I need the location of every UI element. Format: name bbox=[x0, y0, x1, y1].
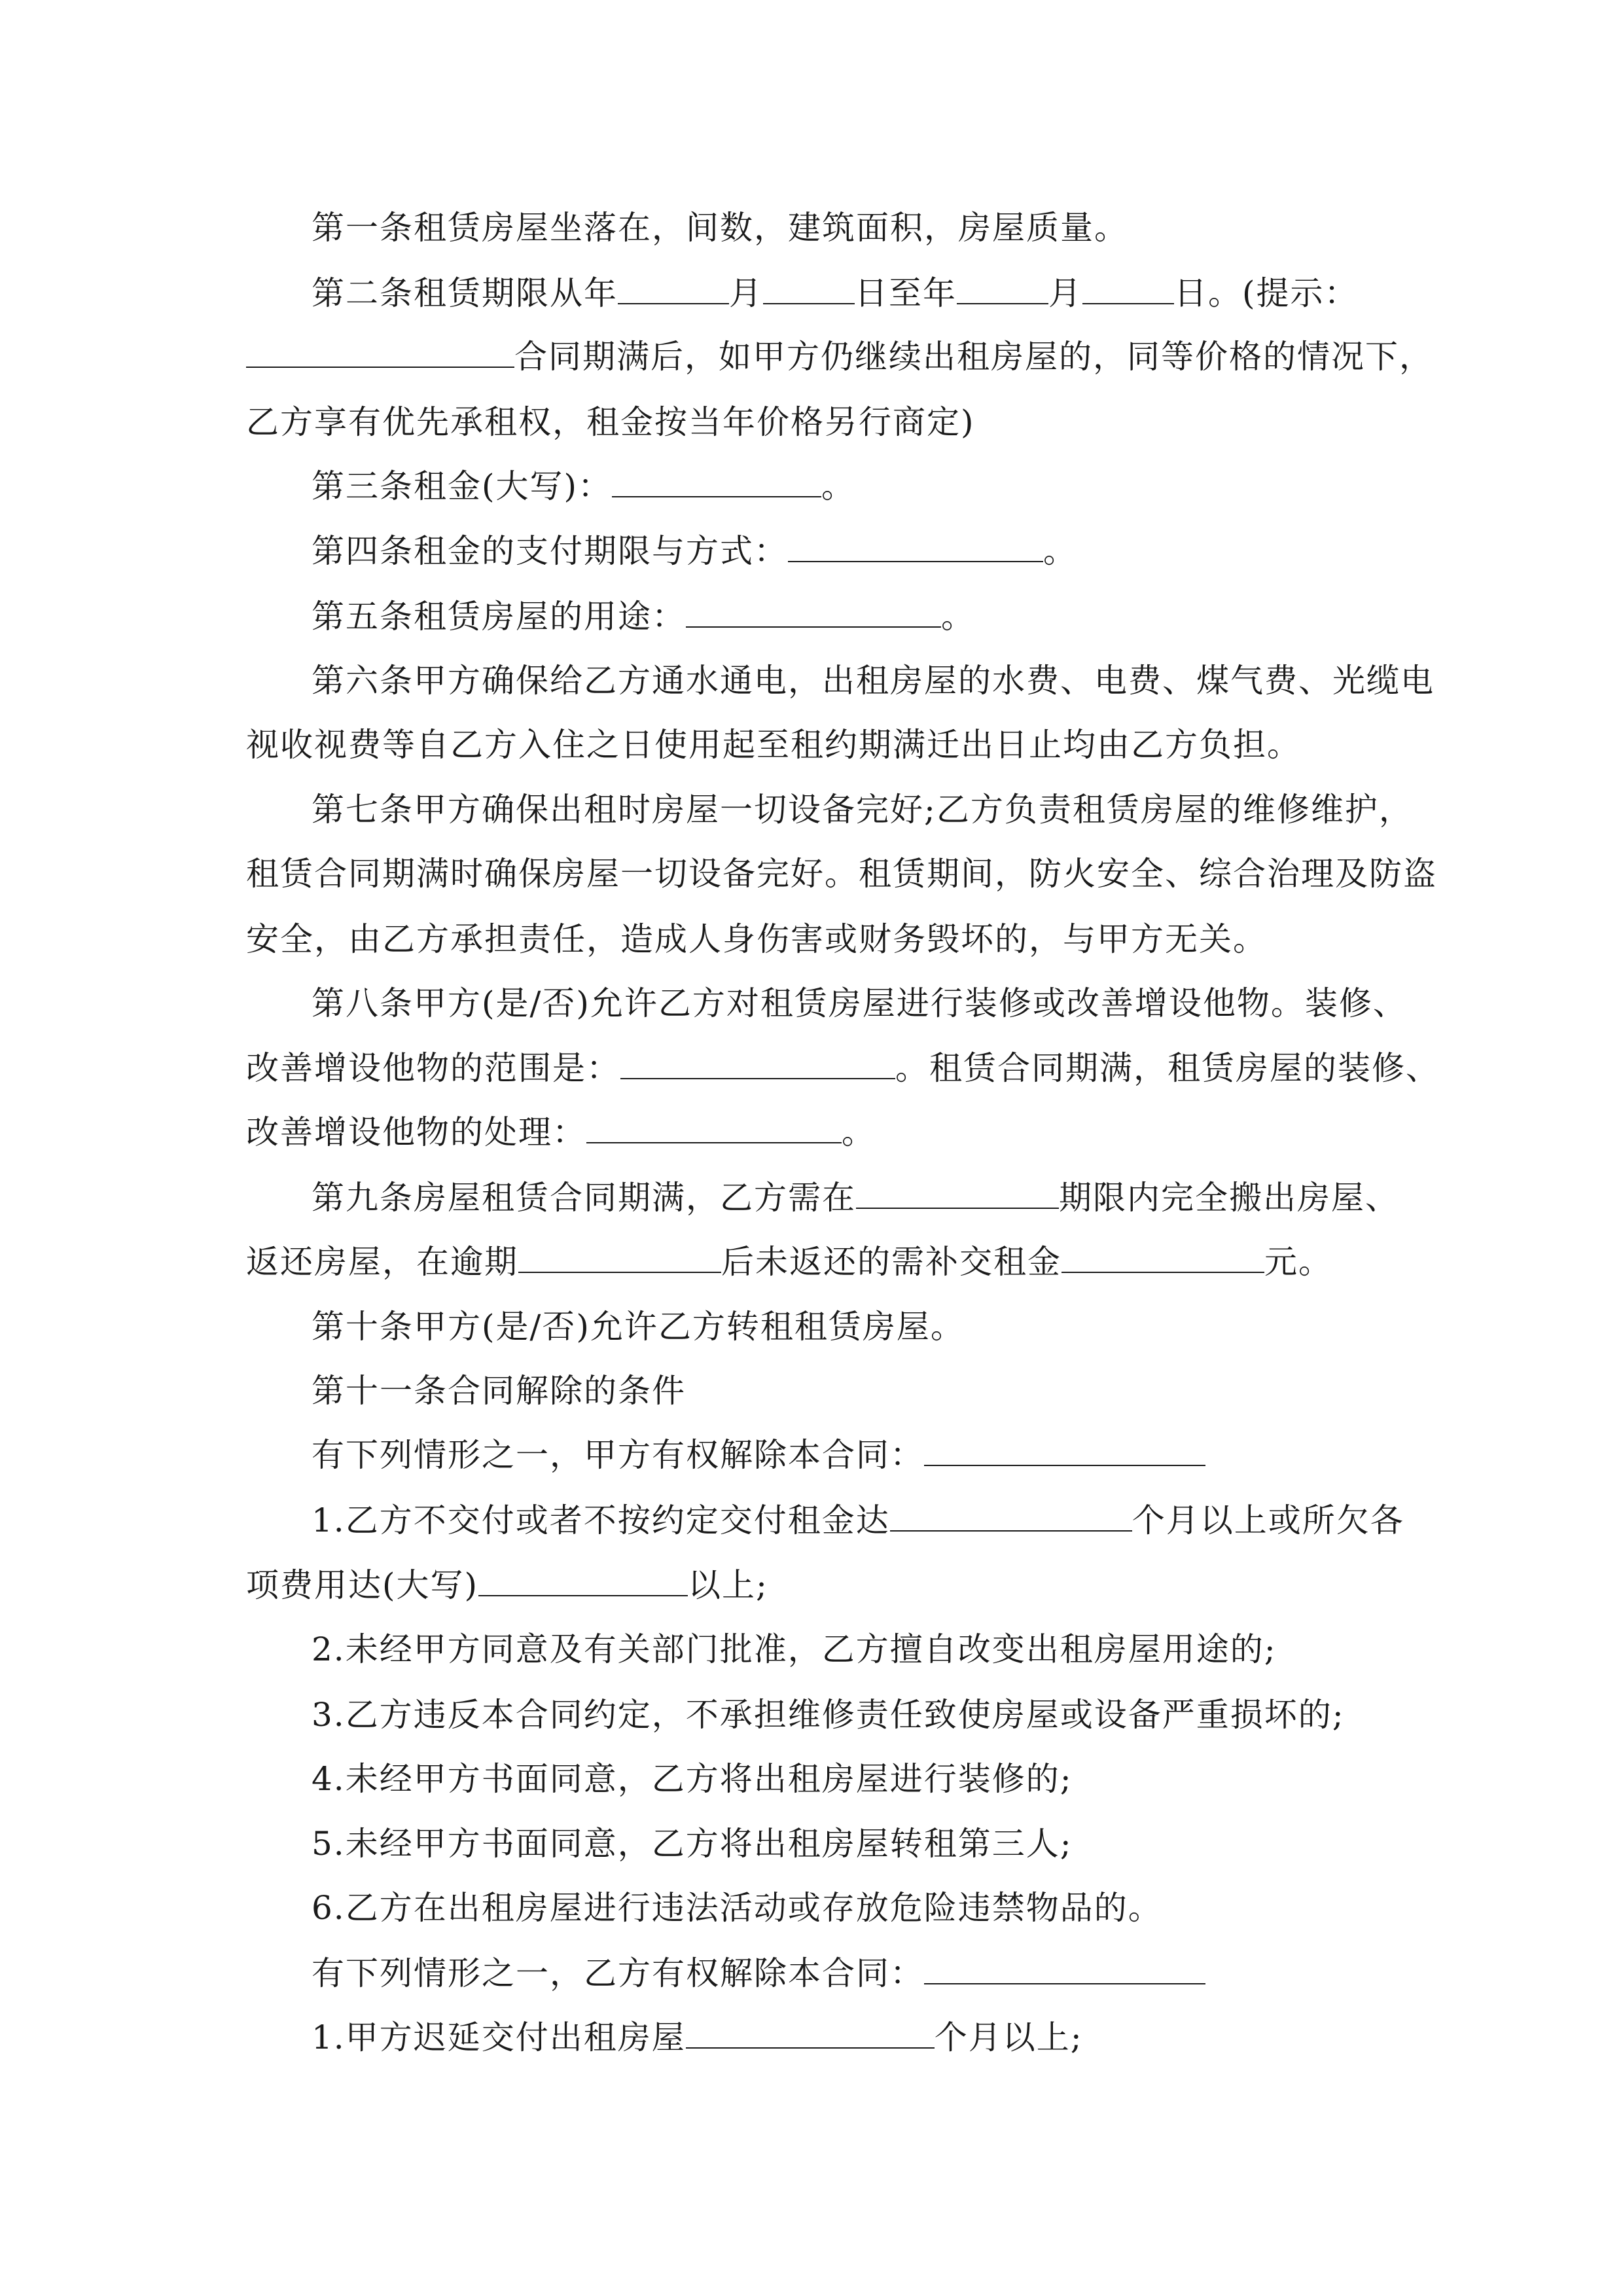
blank-hint[interactable] bbox=[246, 338, 514, 368]
blank-arrears-amount[interactable] bbox=[478, 1566, 688, 1596]
clause-8-line-3: 改善增设他物的处理： 。 bbox=[246, 1113, 876, 1151]
landlord-term-5: 5.未经甲方书面同意，乙方将出租房屋转租第三人; bbox=[312, 1825, 1073, 1863]
blank-start-day[interactable] bbox=[763, 274, 855, 304]
clause-6-line-1: 第六条甲方确保给乙方通水通电，出租房屋的水费、电费、煤气费、光缆电 bbox=[312, 662, 1435, 700]
blank-usage[interactable] bbox=[686, 598, 941, 628]
clause-8-line-1: 第八条甲方(是/否)允许乙方对租赁房屋进行装修或改善增设他物。装修、 bbox=[312, 984, 1407, 1022]
blank-delivery-delay-months[interactable] bbox=[686, 2018, 935, 2049]
clause-9-line-2: 返还房屋，在逾期 后未返还的需补交租金 元。 bbox=[246, 1243, 1332, 1281]
clause-1: 第一条租赁房屋坐落在，间数，建筑面积，房屋质量。 bbox=[312, 209, 1128, 247]
clause-9-line-1: 第九条房屋租赁合同期满，乙方需在 期限内完全搬出房屋、 bbox=[312, 1179, 1399, 1217]
clause-4: 第四条租金的支付期限与方式： 。 bbox=[312, 532, 1077, 570]
blank-tenant-terms[interactable] bbox=[924, 1954, 1205, 1984]
clause-2-line-1: 第二条租赁期限从年 月 日至年 月 日。(提示： bbox=[312, 274, 1359, 312]
landlord-term-1-line-2: 项费用达(大写) 以上; bbox=[246, 1566, 768, 1604]
blank-overdue-rent[interactable] bbox=[1061, 1243, 1264, 1273]
tenant-term-1: 1.甲方迟延交付出租房屋 个月以上; bbox=[312, 2018, 1083, 2056]
clause-7-line-2: 租赁合同期满时确保房屋一切设备完好。租赁期间，防火安全、综合治理及防盗 bbox=[246, 855, 1437, 893]
blank-renovation-handling[interactable] bbox=[586, 1113, 842, 1143]
blank-landlord-terms[interactable] bbox=[924, 1436, 1205, 1466]
blank-renovation-scope[interactable] bbox=[620, 1049, 895, 1079]
clause-2-line-2: 合同期满后，如甲方仍继续出租房屋的，同等价格的情况下， bbox=[246, 337, 1433, 376]
blank-end-day[interactable] bbox=[1082, 274, 1174, 304]
clause-7-line-3: 安全，由乙方承担责任，造成人身伤害或财务毁坏的，与甲方无关。 bbox=[246, 920, 1267, 958]
clause-6-line-2: 视收视费等自乙方入住之日使用起至租约期满迁出日止均由乙方负担。 bbox=[246, 726, 1301, 764]
blank-payment-method[interactable] bbox=[788, 532, 1043, 562]
clause-10: 第十条甲方(是/否)允许乙方转租租赁房屋。 bbox=[312, 1308, 965, 1346]
blank-overdue-period[interactable] bbox=[518, 1243, 721, 1273]
landlord-term-1-line-1: 1.乙方不交付或者不按约定交付租金达 个月以上或所欠各 bbox=[312, 1501, 1404, 1539]
landlord-terms-intro: 有下列情形之一，甲方有权解除本合同： bbox=[312, 1435, 1205, 1475]
blank-end-month[interactable] bbox=[957, 274, 1048, 304]
blank-year-start-month[interactable] bbox=[618, 274, 729, 304]
landlord-term-2: 2.未经甲方同意及有关部门批准，乙方擅自改变出租房屋用途的; bbox=[312, 1630, 1277, 1668]
clause-3: 第三条租金(大写)： 。 bbox=[312, 467, 856, 505]
landlord-term-4: 4.未经甲方书面同意，乙方将出租房屋进行装修的; bbox=[312, 1760, 1073, 1798]
blank-rent-amount[interactable] bbox=[612, 467, 821, 497]
clause-8-line-2: 改善增设他物的范围是： 。租赁合同期满，租赁房屋的装修、 bbox=[246, 1049, 1440, 1087]
tenant-terms-intro: 有下列情形之一，乙方有权解除本合同： bbox=[312, 1954, 1205, 1993]
landlord-term-6: 6.乙方在出租房屋进行违法活动或存放危险违禁物品的。 bbox=[312, 1889, 1162, 1927]
clause-5: 第五条租赁房屋的用途： 。 bbox=[312, 598, 975, 636]
blank-overdue-months[interactable] bbox=[890, 1501, 1132, 1532]
clause-2-line-3: 乙方享有优先承租权，租金按当年价格另行商定) bbox=[246, 403, 975, 441]
clause-7-line-1: 第七条甲方确保出租时房屋一切设备完好;乙方负责租赁房屋的维修维护， bbox=[312, 791, 1413, 829]
clause-11-title: 第十一条合同解除的条件 bbox=[312, 1372, 686, 1410]
blank-moveout-period[interactable] bbox=[856, 1179, 1059, 1209]
landlord-term-3: 3.乙方违反本合同约定，不承担维修责任致使房屋或设备严重损坏的; bbox=[312, 1696, 1345, 1734]
